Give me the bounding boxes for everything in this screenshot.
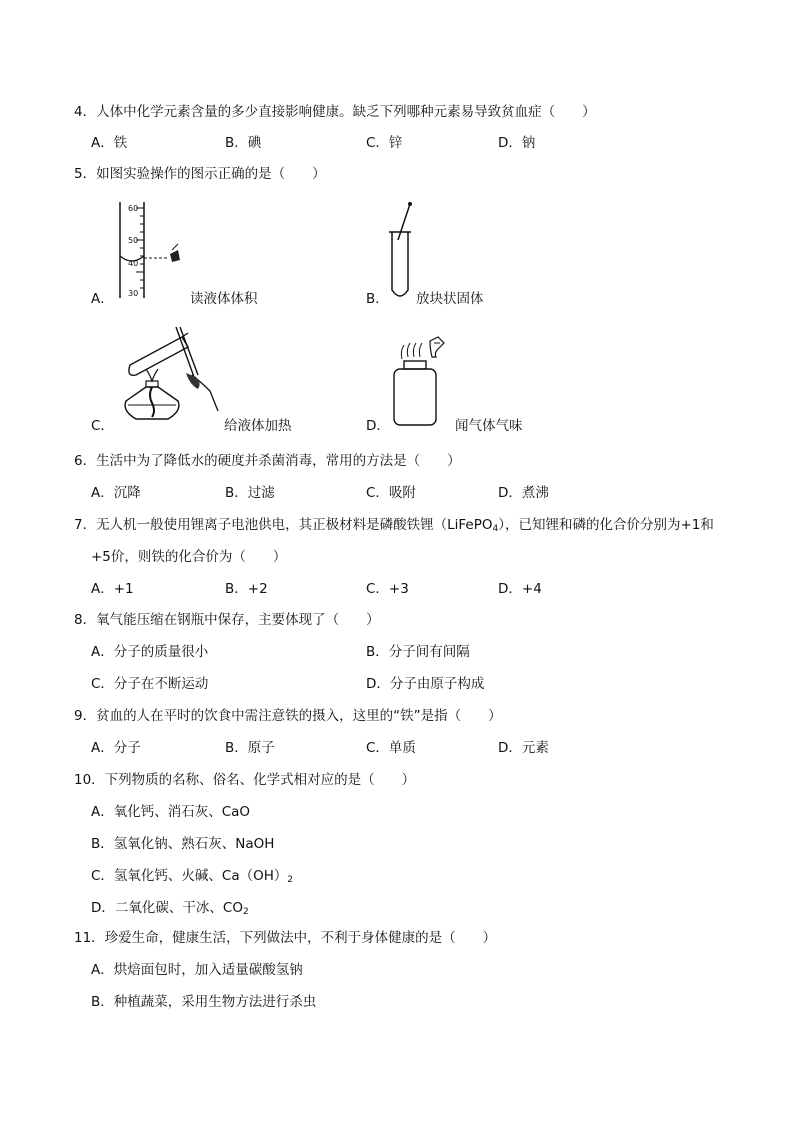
q7-stem-part1: 7．无人机一般使用锂离子电池供电，其正极材料是磷酸铁锂（LiFePO [74, 517, 493, 533]
q6-option-b[interactable]: B．过滤 [225, 485, 275, 501]
q5-option-b-label[interactable]: B． [366, 291, 389, 307]
q10-option-d-text: D．二氧化碳、干冰、CO [91, 900, 243, 916]
q9-option-d[interactable]: D．元素 [498, 740, 549, 756]
q10-option-b[interactable]: B．氢氧化钠、熟石灰、NaOH [91, 836, 275, 852]
q5-d-caption: 闻气体气味 [455, 418, 523, 434]
q9-stem: 9．贫血的人在平时的饮食中需注意铁的摄入，这里的“铁”是指（ ） [74, 708, 502, 724]
q4-option-c[interactable]: C．锌 [366, 135, 403, 151]
q7-option-d[interactable]: D．+4 [498, 581, 542, 597]
q7-stem-subscript: 4 [492, 524, 499, 534]
q7-option-b[interactable]: B．+2 [225, 581, 268, 597]
q7-stem-part2: ），已知锂和磷的化合价分别为+1和 [498, 517, 714, 533]
q4-stem: 4．人体中化学元素含量的多少直接影响健康。缺乏下列哪种元素易导致贫血症（ ） [74, 104, 596, 120]
q7-stem-line2: +5价，则铁的化合价为（ ） [91, 549, 287, 565]
graduated-cylinder-reading-figure [112, 200, 192, 302]
cylinder-tick-30: 30 [128, 289, 139, 298]
q6-option-a[interactable]: A．沉降 [91, 485, 141, 501]
q5-option-c-label[interactable]: C． [91, 418, 114, 434]
q4-option-b[interactable]: B．碘 [225, 135, 262, 151]
q11-option-a[interactable]: A．烘焙面包时，加入适量碳酸氢钠 [91, 962, 303, 978]
q10-option-a[interactable]: A．氧化钙、消石灰、CaO [91, 804, 251, 820]
q5-option-d-label[interactable]: D． [366, 418, 390, 434]
heating-liquid-figure [112, 325, 224, 427]
cylinder-tick-60: 60 [128, 204, 139, 213]
q5-stem: 5．如图实验操作的图示正确的是（ ） [74, 166, 326, 182]
q6-option-d[interactable]: D．煮沸 [498, 485, 549, 501]
q5-option-a-label[interactable]: A． [91, 291, 114, 307]
q10-option-c-subscript: 2 [287, 875, 294, 885]
q6-option-c[interactable]: C．吸附 [366, 485, 416, 501]
q10-option-d-subscript: 2 [242, 907, 249, 917]
q9-option-a[interactable]: A．分子 [91, 740, 141, 756]
q8-stem: 8．氧气能压缩在钢瓶中保存，主要体现了（ ） [74, 612, 380, 628]
q5-a-caption: 读液体体积 [190, 291, 258, 307]
q5-b-caption: 放块状固体 [416, 291, 484, 307]
q7-option-c[interactable]: C．+3 [366, 581, 409, 597]
q6-stem: 6．生活中为了降低水的硬度并杀菌消毒，常用的方法是（ ） [74, 453, 461, 469]
smelling-gas-figure [388, 335, 448, 430]
q4-option-a[interactable]: A．铁 [91, 135, 128, 151]
q10-option-c[interactable] [91, 867, 293, 889]
q8-option-c[interactable]: C．分子在不断运动 [91, 676, 209, 692]
q5-c-caption: 给液体加热 [224, 418, 292, 434]
q10-stem: 10．下列物质的名称、俗名、化学式相对应的是（ ） [74, 772, 416, 788]
q8-option-d[interactable]: D．分子由原子构成 [366, 676, 485, 692]
q8-option-a[interactable]: A．分子的质量很小 [91, 644, 209, 660]
q11-stem: 11．珍爱生命，健康生活，下列做法中，不利于身体健康的是（ ） [74, 930, 497, 946]
q9-option-b[interactable]: B．原子 [225, 740, 275, 756]
q9-option-c[interactable]: C．单质 [366, 740, 416, 756]
q11-option-b[interactable]: B．种植蔬菜，采用生物方法进行杀虫 [91, 994, 317, 1010]
q8-option-b[interactable]: B．分子间有间隔 [366, 644, 470, 660]
q10-option-c-text: C．氢氧化钙、火碱、Ca（OH） [91, 868, 288, 884]
q10-option-d[interactable] [91, 899, 249, 921]
test-tube-solid-figure [388, 200, 418, 302]
cylinder-tick-50: 50 [128, 236, 139, 245]
cylinder-tick-40: 40 [128, 259, 139, 268]
q7-stem-line1 [74, 516, 714, 538]
q7-option-a[interactable]: A．+1 [91, 581, 134, 597]
q4-option-d[interactable]: D．钠 [498, 135, 536, 151]
